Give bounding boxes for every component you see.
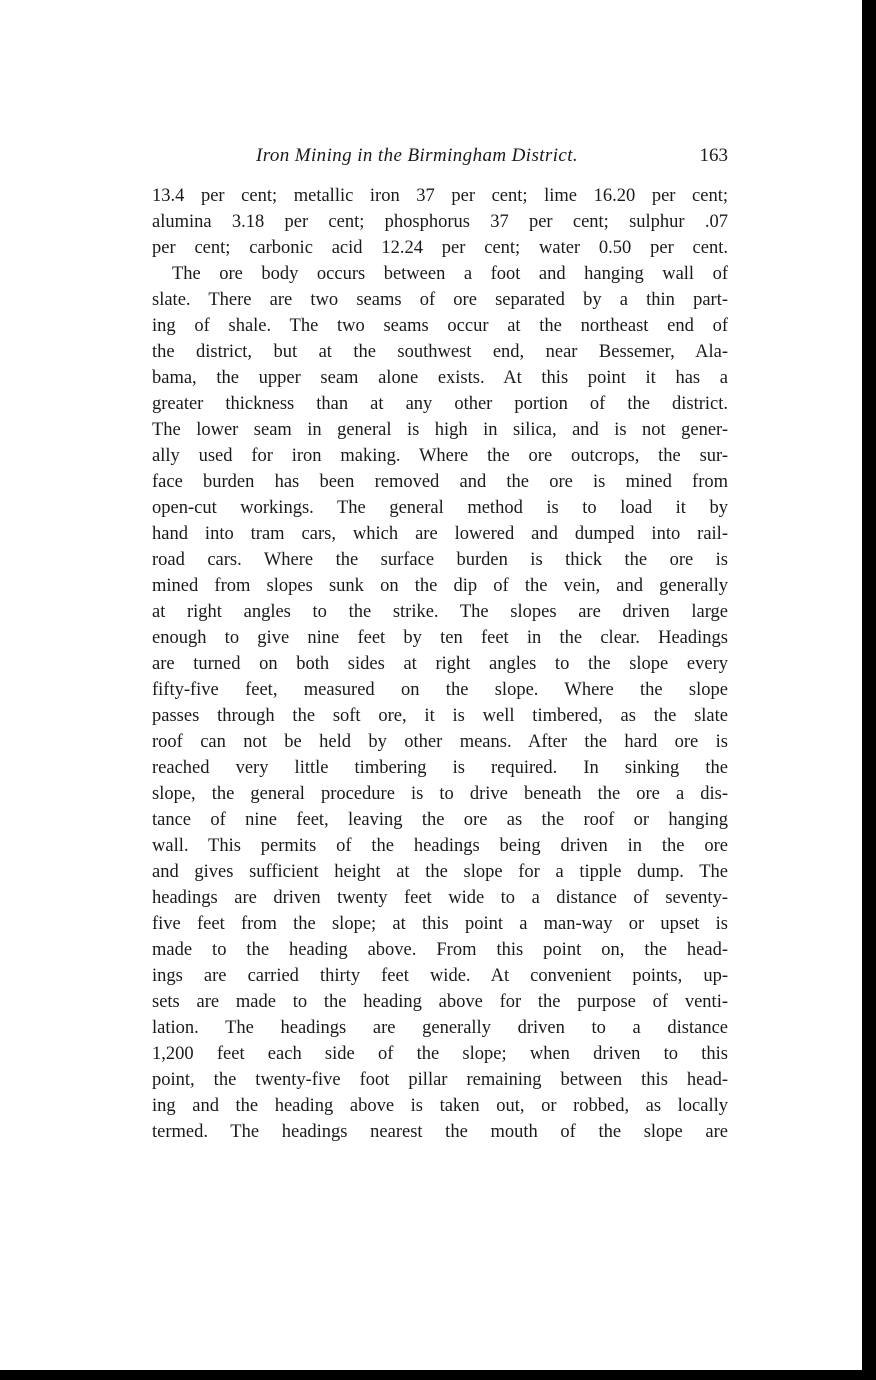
text-line: 1,200 feet each side of the slope; when driven to this [152,1044,728,1064]
text-line: lation. The headings are generally driven to a distance [152,1018,728,1038]
text-line: alumina 3.18 per cent; phosphorus 37 per cent; sulphur .07 [152,212,728,232]
text-line: ally used for iron making. Where the ore outcrops, the sur- [152,446,728,466]
text-line: face burden has been removed and the ore is mined from [152,472,728,492]
text-line: hand into tram cars, which are lowered and dumped into rail- [152,524,728,544]
text-line: sets are made to the heading above for the purpose of venti- [152,992,728,1012]
text-line: point, the twenty-five foot pillar remaining between this head- [152,1070,728,1090]
page-number: 163 [699,145,728,166]
text-line: road cars. Where the surface burden is thick the ore is [152,550,728,570]
text-line: five feet from the slope; at this point a man-way or upset is [152,914,728,934]
text-line: made to the heading above. From this point on, the head- [152,940,728,960]
text-line: greater thickness than at any other portion of the district. [152,394,728,414]
text-line: termed. The headings nearest the mouth of the slope are [152,1122,728,1142]
text-line: 13.4 per cent; metallic iron 37 per cent; lime 16.20 per cent; [152,186,728,206]
body-text [152,183,728,1145]
running-title: Iron Mining in the Birmingham District. [256,145,579,166]
text-line: slope, the general procedure is to drive beneath the ore a dis- [152,784,728,804]
text-line: the district, but at the southwest end, near Bessemer, Ala- [152,342,728,362]
text-line: open-cut workings. The general method is to load it by [152,498,728,518]
text-line: enough to give nine feet by ten feet in the clear. Headings [152,628,728,648]
text-line: ing of shale. The two seams occur at the northeast end of [152,316,728,336]
text-line: bama, the upper seam alone exists. At this point it has a [152,368,728,388]
text-line: at right angles to the strike. The slopes are driven large [152,602,728,622]
text-line: ings are carried thirty feet wide. At convenient points, up- [152,966,728,986]
text-line: ing and the heading above is taken out, or robbed, as locally [152,1096,728,1116]
running-head [152,142,728,170]
text-line: The ore body occurs between a foot and hanging wall of [172,264,728,284]
scan-border-bottom [0,1370,876,1380]
text-line: passes through the soft ore, it is well timbered, as the slate [152,706,728,726]
text-line: slate. There are two seams of ore separated by a thin part- [152,290,728,310]
text-line: roof can not be held by other means. After the hard ore is [152,732,728,752]
scan-border-right [862,0,876,1380]
text-line: and gives sufficient height at the slope for a tipple dump. The [152,862,728,882]
text-line: wall. This permits of the headings being driven in the ore [152,836,728,856]
text-line: The lower seam in general is high in silica, and is not gener- [152,420,728,440]
text-line: headings are driven twenty feet wide to a distance of seventy- [152,888,728,908]
text-line: are turned on both sides at right angles to the slope every [152,654,728,674]
text-line: per cent; carbonic acid 12.24 per cent; water 0.50 per cent. [152,238,728,258]
text-line: tance of nine feet, leaving the ore as the roof or hanging [152,810,728,830]
text-line: fifty-five feet, measured on the slope. Where the slope [152,680,728,700]
text-line: reached very little timbering is required. In sinking the [152,758,728,778]
text-line: mined from slopes sunk on the dip of the vein, and generally [152,576,728,596]
